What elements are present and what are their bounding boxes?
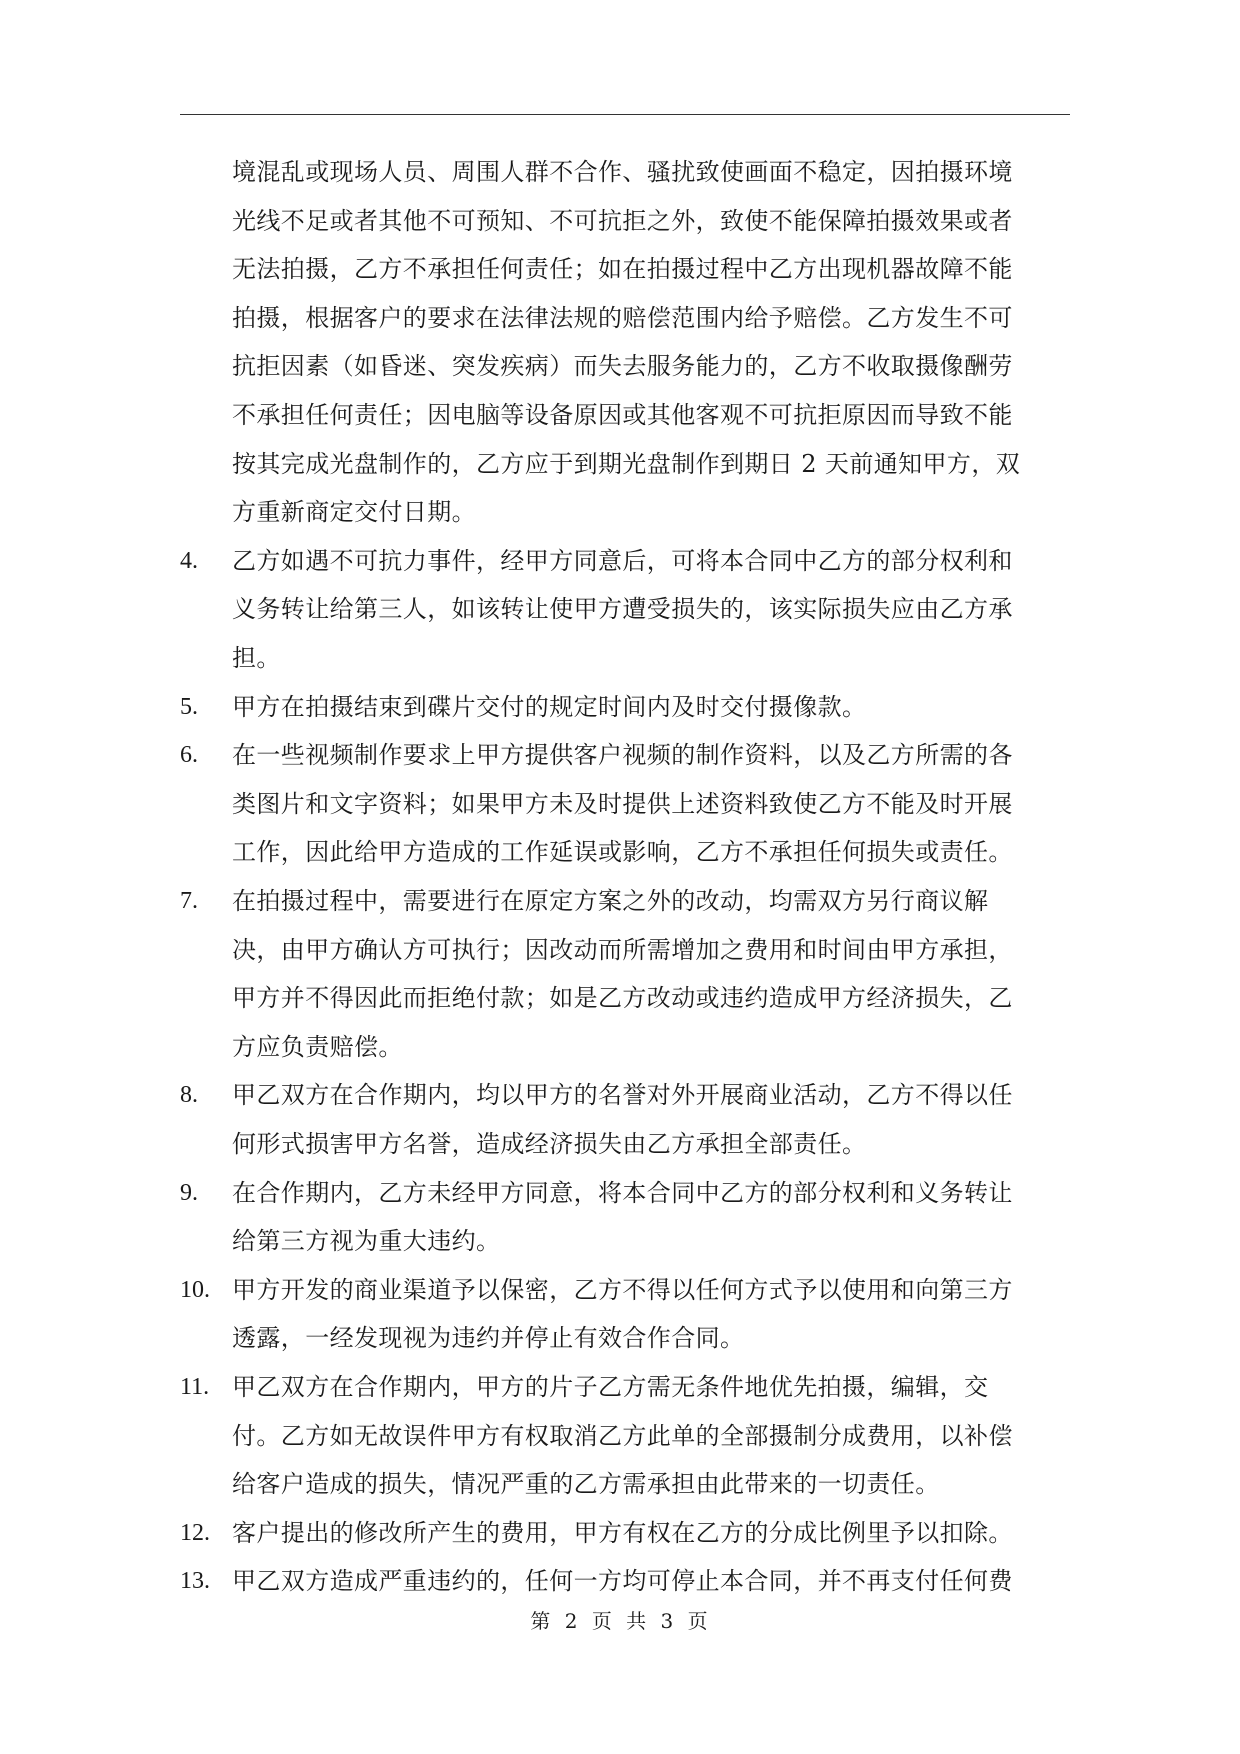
list-item-line: 担。 <box>232 644 281 672</box>
list-item-number: 10. <box>180 1276 210 1303</box>
list-item-number: 12. <box>180 1519 210 1546</box>
continuation-line: 无法拍摄，乙方不承担任何责任；如在拍摄过程中乙方出现机器故障不能 <box>232 255 1013 284</box>
list-item-number: 13. <box>180 1568 210 1595</box>
continuation-line: 拍摄，根据客户的要求在法律法规的赔偿范围内给予赔偿。乙方发生不可 <box>232 303 1013 332</box>
list-item-line: 决，由甲方确认方可执行；因改动而所需增加之费用和时间由甲方承担， <box>232 935 1013 964</box>
list-item-line: 工作，因此给甲方造成的工作延误或影响，乙方不承担任何损失或责任。 <box>232 838 1013 867</box>
list-item-line: 甲方并不得因此而拒绝付款；如是乙方改动或违约造成甲方经济损失，乙 <box>232 984 1013 1013</box>
list-item-line: 甲乙双方在合作期内，甲方的片子乙方需无条件地优先拍摄，编辑，交 <box>232 1373 989 1401</box>
page-footer: 第 2 页 共 3 页 <box>530 1609 710 1633</box>
list-item-line: 在一些视频制作要求上甲方提供客户视频的制作资料，以及乙方所需的各 <box>232 741 1013 770</box>
list-item-line: 方应负责赔偿。 <box>232 1032 403 1061</box>
list-item-line: 在拍摄过程中，需要进行在原定方案之外的改动，均需双方另行商议解 <box>232 887 989 915</box>
continuation-line: 按其完成光盘制作的，乙方应于到期光盘制作到期日 2 天前通知甲方，双 <box>232 449 1021 478</box>
list-item-line: 类图片和文字资料；如果甲方未及时提供上述资料致使乙方不能及时开展 <box>232 789 1013 818</box>
list-item-line: 甲方开发的商业渠道予以保密，乙方不得以任何方式予以使用和向第三方 <box>232 1275 1013 1304</box>
list-item-line: 甲乙双方造成严重违约的，任何一方均可停止本合同，并不再支付任何费 <box>232 1567 1013 1596</box>
continuation-line: 光线不足或者其他不可预知、不可抗拒之外，致使不能保障拍摄效果或者 <box>232 206 1013 235</box>
list-item-line: 甲方在拍摄结束到碟片交付的规定时间内及时交付摄像款。 <box>232 692 867 721</box>
list-item-line: 义务转让给第三人，如该转让使甲方遭受损失的，该实际损失应由乙方承 <box>232 595 1013 624</box>
list-item-line: 付。乙方如无故误件甲方有权取消乙方此单的全部摄制分成费用，以补偿 <box>232 1421 1013 1450</box>
list-item-line: 给客户造成的损失，情况严重的乙方需承担由此带来的一切责任。 <box>232 1470 940 1499</box>
continuation-line: 方重新商定交付日期。 <box>232 498 476 527</box>
continuation-line: 境混乱或现场人员、周围人群不合作、骚扰致使画面不稳定，因拍摄环境 <box>232 158 1013 186</box>
list-item-number: 9. <box>180 1179 198 1206</box>
continuation-line: 抗拒因素（如昏迷、突发疾病）而失去服务能力的，乙方不收取摄像酬劳 <box>232 352 1013 381</box>
list-item-line: 何形式损害甲方名誉，造成经济损失由乙方承担全部责任。 <box>232 1130 867 1158</box>
list-item-line: 透露，一经发现视为违约并停止有效合作合同。 <box>232 1324 745 1353</box>
list-item-number: 11. <box>180 1374 210 1400</box>
header-rule <box>180 114 1070 115</box>
list-item-line: 甲乙双方在合作期内，均以甲方的名誉对外开展商业活动，乙方不得以任 <box>232 1081 1013 1110</box>
list-item-number: 7. <box>180 888 198 914</box>
continuation-line: 不承担任何责任；因电脑等设备原因或其他客观不可抗拒原因而导致不能 <box>232 401 1013 429</box>
list-item-number: 4. <box>180 547 198 574</box>
list-item-number: 8. <box>180 1082 198 1109</box>
list-item-line: 客户提出的修改所产生的费用，甲方有权在乙方的分成比例里予以扣除。 <box>232 1518 1013 1547</box>
list-item-line: 给第三方视为重大违约。 <box>232 1227 501 1256</box>
list-item-line: 乙方如遇不可抗力事件，经甲方同意后，可将本合同中乙方的部分权利和 <box>232 546 1013 575</box>
list-item-number: 5. <box>180 693 198 720</box>
list-item-number: 6. <box>180 742 198 769</box>
list-item-line: 在合作期内，乙方未经甲方同意，将本合同中乙方的部分权利和义务转让 <box>232 1178 1013 1207</box>
